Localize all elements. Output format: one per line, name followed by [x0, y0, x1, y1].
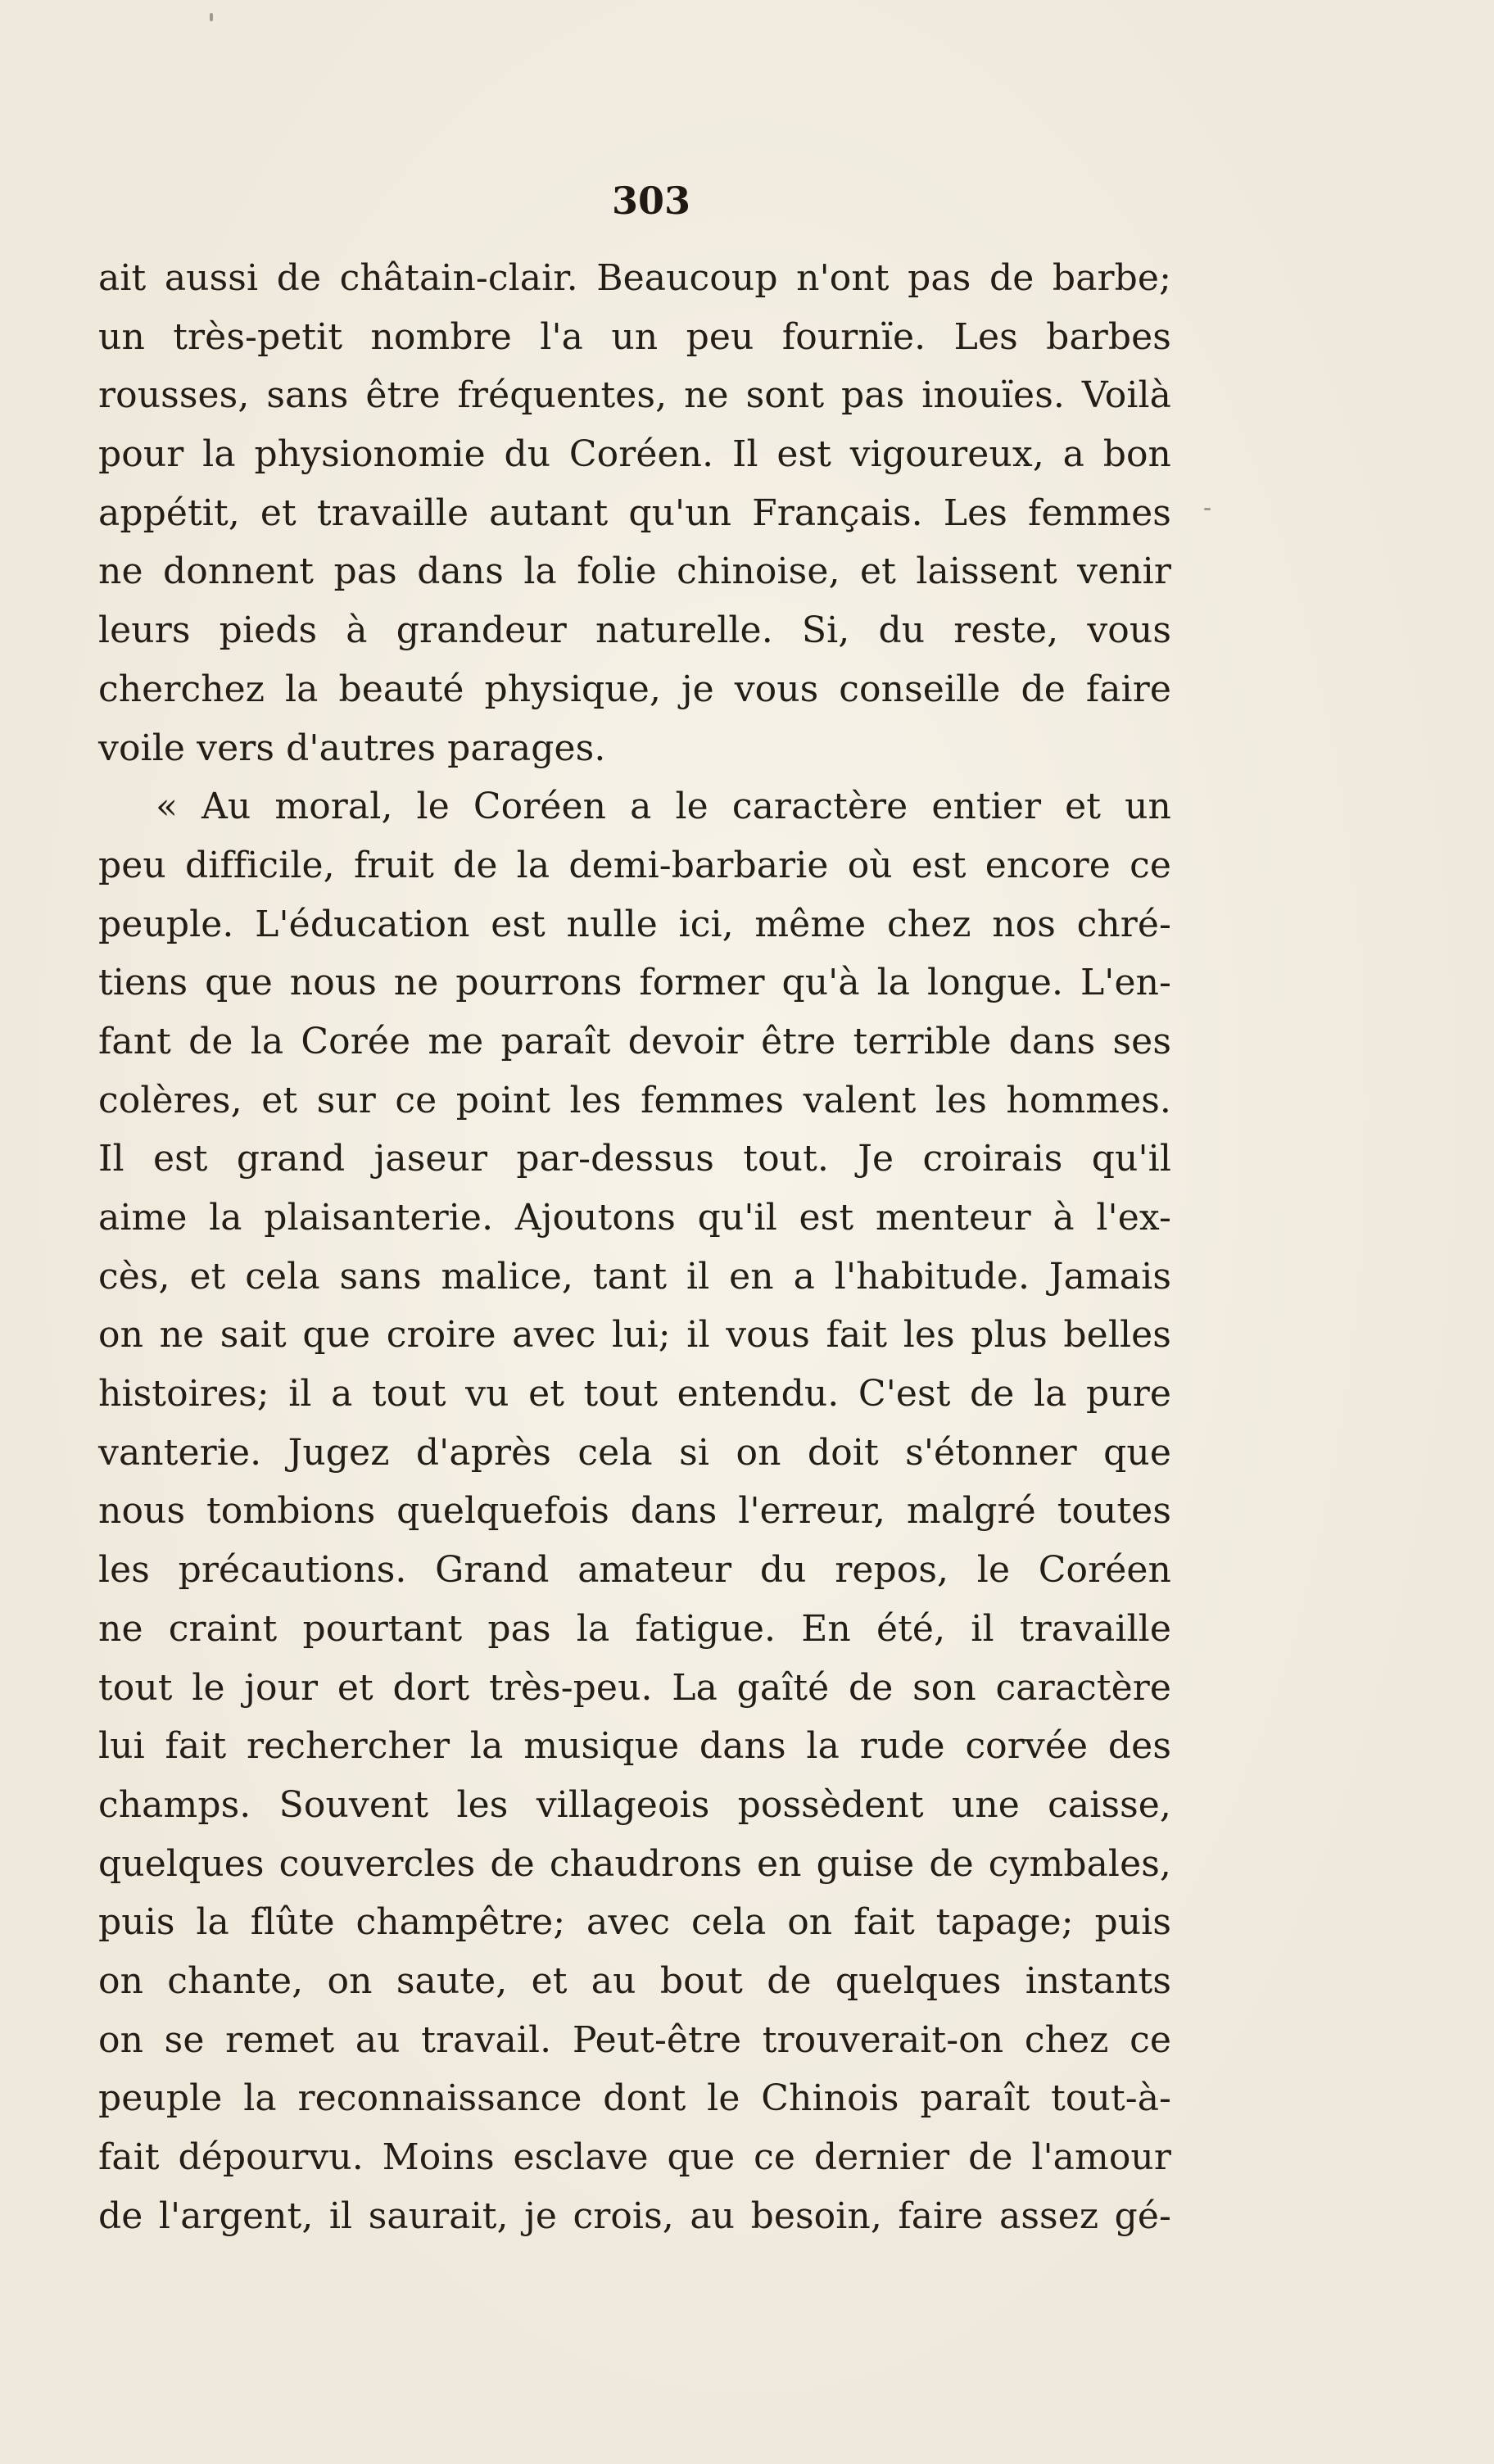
text-line: ait aussi de châtain-clair. Beaucoup n'ont pas de barbe; — [98, 257, 1171, 299]
text-line: rousses, sans être fréquentes, ne sont pas inouïes. Voilà — [98, 374, 1171, 417]
text-line: appétit, et travaille autant qu'un Français. Les femmes — [98, 491, 1171, 534]
text-line: champs. Souvent les villageois possèdent une caisse, — [98, 1783, 1171, 1826]
text-line: peuple la reconnaissance dont le Chinois paraît tout-à- — [98, 2077, 1171, 2120]
paper-speck — [210, 13, 213, 21]
text-line: fait dépourvu. Moins esclave que ce dernier de l'amour — [98, 2136, 1171, 2178]
text-line: fant de la Corée me paraît devoir être terrible dans ses — [98, 1020, 1171, 1062]
text-line: les précautions. Grand amateur du repos, le Coréen — [98, 1549, 1171, 1592]
text-line: un très-petit nombre l'a un peu fournïe. Les barbes — [98, 315, 1171, 358]
paper-speck — [1204, 508, 1211, 510]
text-line: pour la physionomie du Coréen. Il est vigoureux, a bon — [98, 433, 1171, 476]
text-line: tiens que nous ne pourrons former qu'à la longue. L'en- — [98, 962, 1171, 1004]
text-line: aime la plaisanterie. Ajoutons qu'il est menteur à l'ex- — [98, 1197, 1171, 1239]
text-line: Il est grand jaseur par-dessus tout. Je croirais qu'il — [98, 1138, 1171, 1180]
text-line: on chante, on saute, et au bout de quelques instants — [98, 1959, 1171, 2002]
text-line: colères, et sur ce point les femmes valent les hommes. — [98, 1079, 1171, 1121]
text-line: quelques couvercles de chaudrons en guise de cymbales, — [98, 1842, 1171, 1885]
text-line: lui fait rechercher la musique dans la rude corvée des — [98, 1725, 1171, 1768]
text-line: « Au moral, le Coréen a le caractère entier et un — [156, 786, 1171, 828]
text-line: puis la flûte champêtre; avec cela on fait tapage; puis — [98, 1901, 1171, 1944]
text-line: leurs pieds à grandeur naturelle. Si, du reste, vous — [98, 609, 1171, 652]
page-number: 303 — [611, 179, 691, 223]
text-line: cès, et cela sans malice, tant il en a l'habitude. Jamais — [98, 1255, 1171, 1298]
body-text — [98, 249, 1171, 2245]
text-line: tout le jour et dort très-peu. La gaîté de son caractère — [98, 1666, 1171, 1709]
text-line: cherchez la beauté physique, je vous conseille de faire — [98, 668, 1171, 710]
text-line: ne craint pourtant pas la fatigue. En été, il travaille — [98, 1607, 1171, 1650]
text-line: de l'argent, il saurait, je crois, au besoin, faire assez gé- — [98, 2194, 1171, 2237]
text-line: peu difficile, fruit de la demi-barbarie où est encore ce — [98, 844, 1171, 886]
text-line: voile vers d'autres parages. — [98, 727, 606, 769]
text-line: on ne sait que croire avec lui; il vous fait les plus belles — [98, 1314, 1171, 1357]
text-line: peuple. L'éducation est nulle ici, même chez nos chré- — [98, 903, 1171, 945]
text-line: on se remet au travail. Peut-être trouverait-on chez ce — [98, 2018, 1171, 2061]
text-line: nous tombions quelquefois dans l'erreur, malgré toutes — [98, 1490, 1171, 1533]
text-line: histoires; il a tout vu et tout entendu. C'est de la pure — [98, 1373, 1171, 1415]
text-line: vanterie. Jugez d'après cela si on doit s'étonner que — [98, 1431, 1171, 1474]
text-line: ne donnent pas dans la folie chinoise, et laissent venir — [98, 550, 1171, 593]
